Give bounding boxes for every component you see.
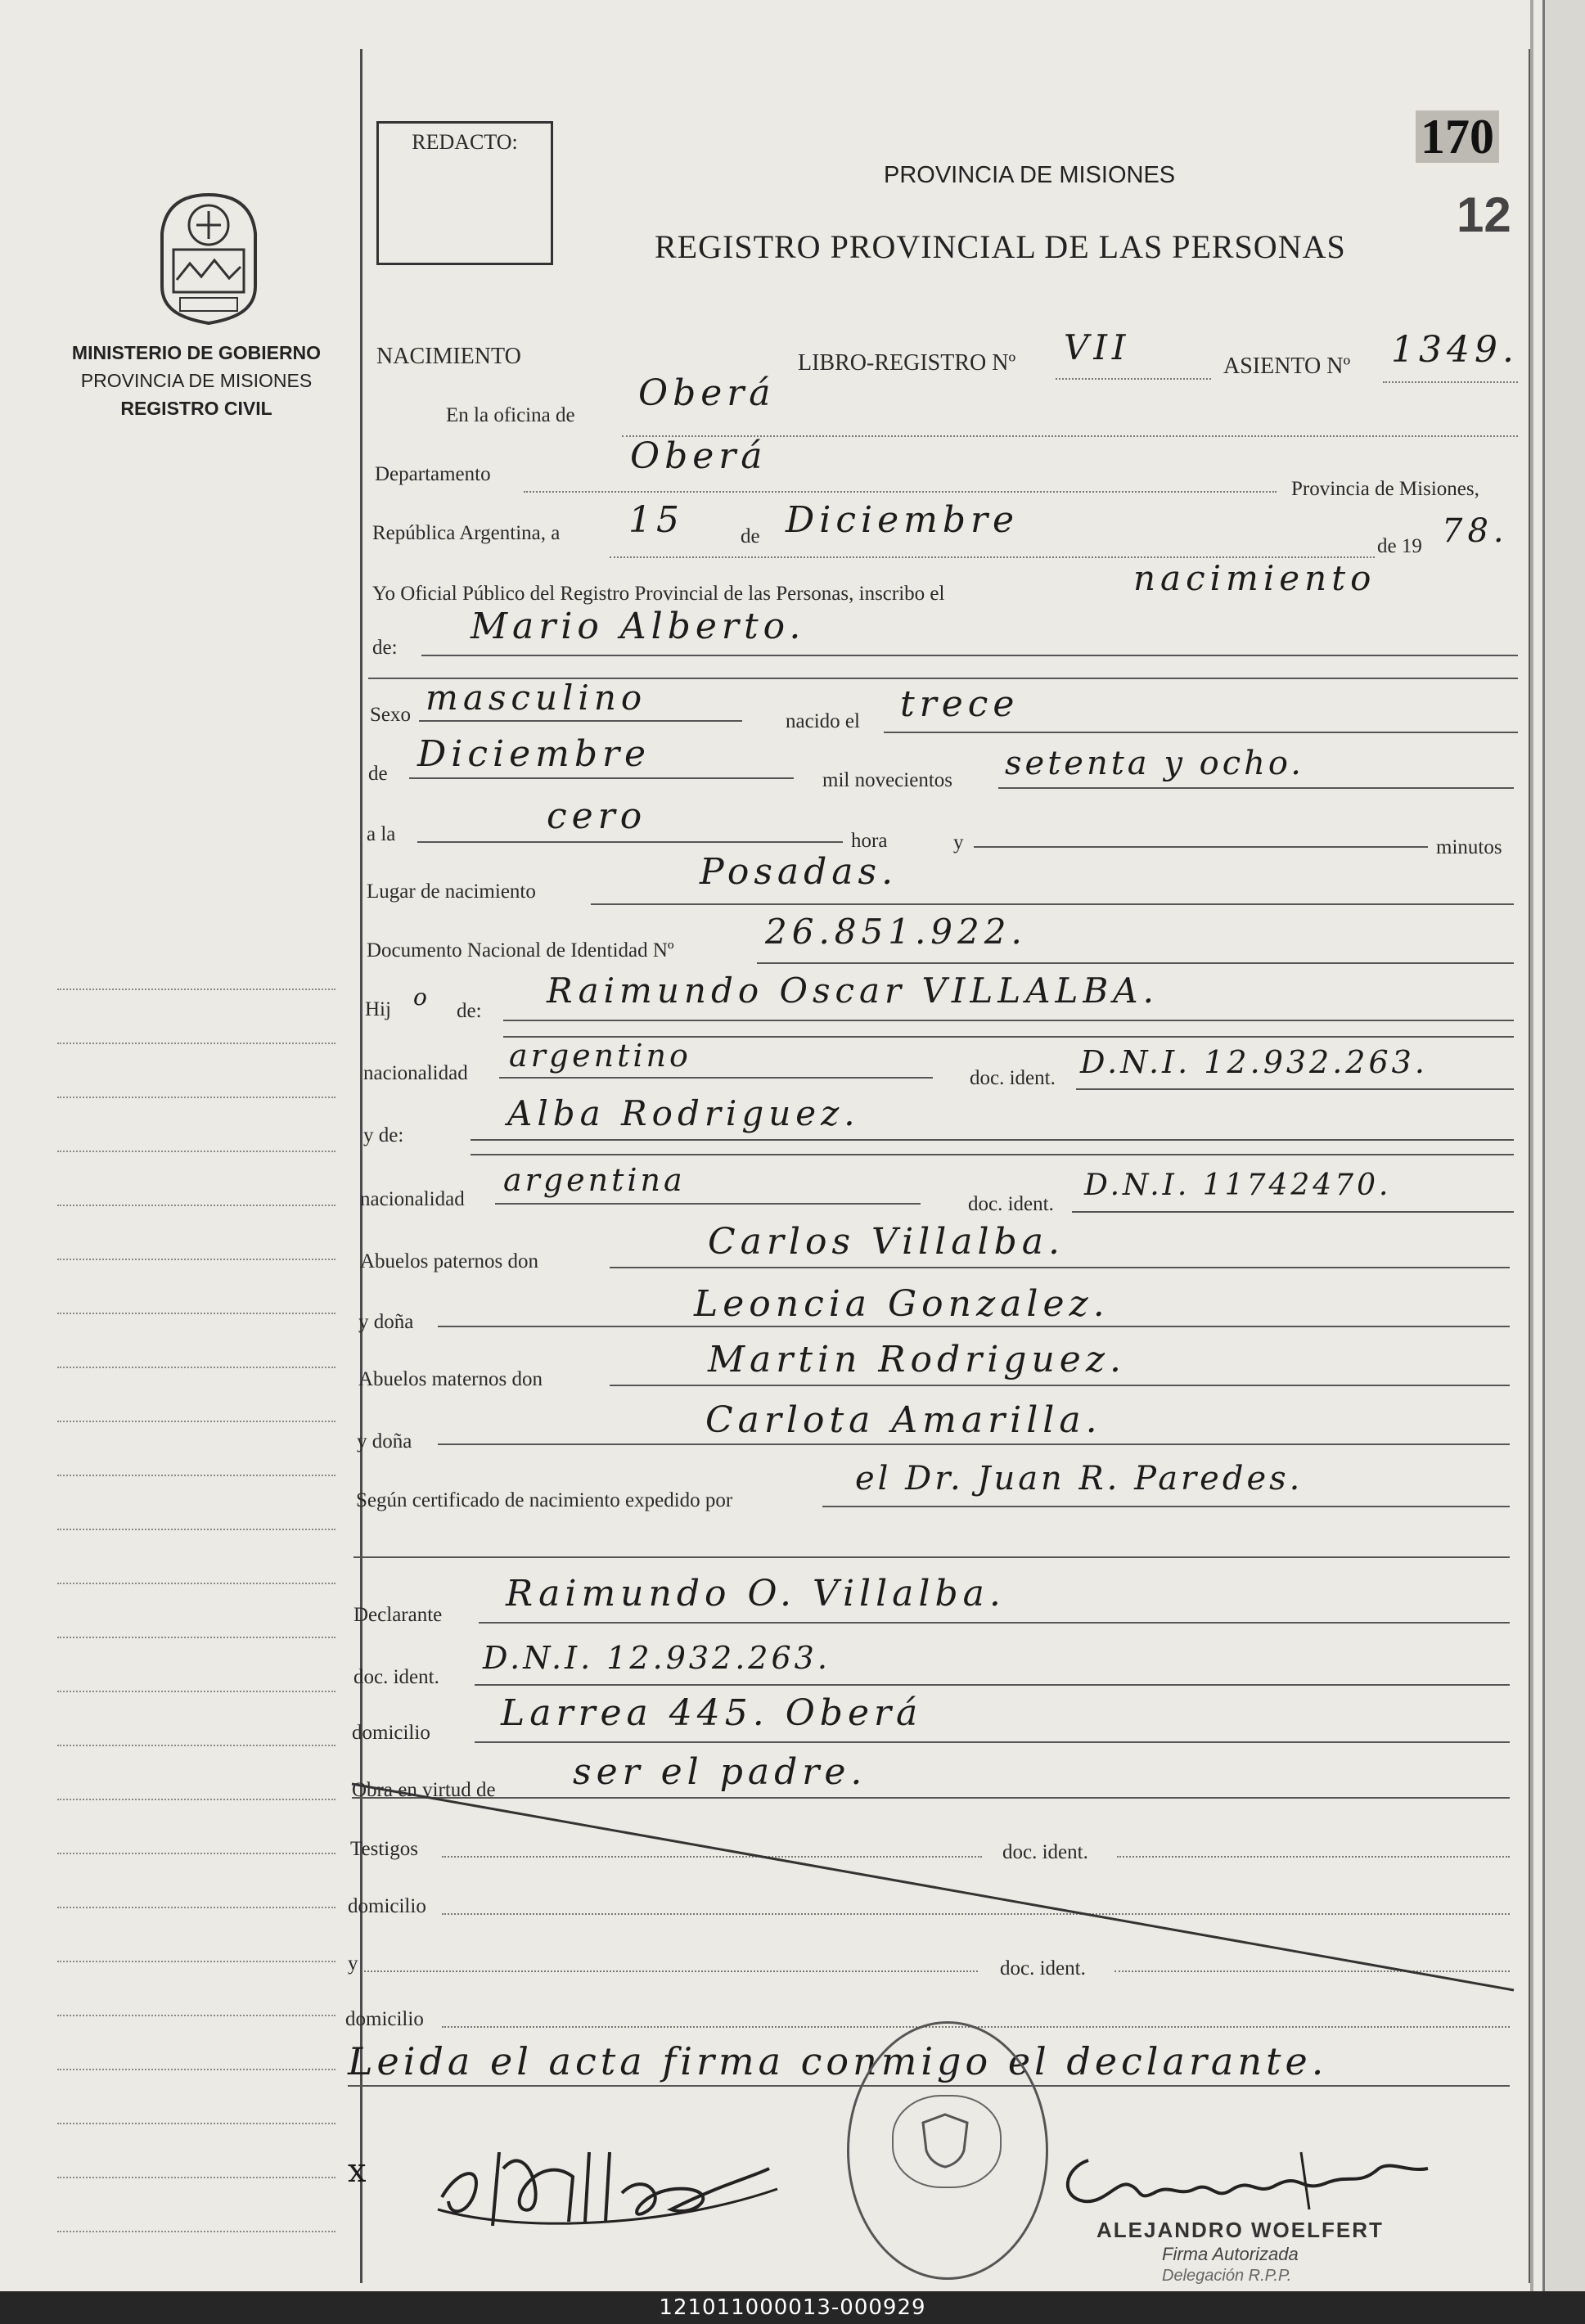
asiento-label: ASIENTO Nº: [1223, 354, 1351, 379]
hijo-suffix: o: [413, 984, 432, 1011]
libro-value: VII: [1064, 327, 1131, 367]
abpat-label: Abuelos paternos don: [360, 1250, 539, 1272]
margin-ruled-line: [57, 1745, 335, 1746]
docid5-label: doc. ident.: [1000, 1957, 1086, 1979]
province-header: PROVINCIA DE MISIONES: [884, 162, 1176, 188]
page-edge: [1542, 0, 1585, 2291]
civil-registry-label: REGISTRO CIVIL: [120, 398, 272, 419]
departamento-label: Departamento: [375, 463, 491, 485]
province-seal-icon: [147, 188, 270, 327]
official-office: Delegación R.P.P.: [1162, 2267, 1292, 2285]
margin-ruled-line: [57, 1853, 335, 1854]
docid3-label: doc. ident.: [353, 1666, 439, 1688]
oficial-label: Yo Oficial Público del Registro Provincial de las Personas, inscribo el: [372, 583, 945, 605]
margin-ruled-line: [57, 1529, 335, 1530]
birthplace-value: Posadas.: [700, 851, 898, 893]
ydona2-label: y doña: [357, 1430, 412, 1452]
mother-doc-value: D.N.I. 11742470.: [1084, 1169, 1392, 1202]
ala-label: a la: [367, 823, 396, 845]
obra-label: Obra en virtud de: [352, 1779, 496, 1801]
sexo-label: Sexo: [370, 704, 411, 726]
redacto-label: REDACTO:: [412, 130, 518, 154]
child-name-value: Mario Alberto.: [471, 606, 806, 647]
oficina-label: En la oficina de: [446, 404, 575, 426]
cert-label: Según certificado de nacimiento expedido por: [356, 1489, 733, 1511]
margin-ruled-line: [57, 2177, 335, 2178]
de2-label: de: [368, 763, 388, 785]
y-label: y: [953, 831, 964, 853]
father-name-value: Raimundo Oscar VILLALBA.: [547, 971, 1159, 1011]
de19-label: de 19: [1377, 535, 1422, 557]
testigos-label: Testigos: [350, 1838, 418, 1860]
margin-ruled-line: [57, 2069, 335, 2070]
domicilio3-label: domicilio: [345, 2008, 424, 2030]
act-value: nacimiento: [1133, 558, 1376, 598]
nac2-label: nacionalidad: [360, 1188, 465, 1210]
registry-title: REGISTRO PROVINCIAL DE LAS PERSONAS: [655, 228, 1346, 265]
de-label: de: [741, 525, 760, 547]
record-type-label: NACIMIENTO: [376, 344, 521, 369]
abmat-label: Abuelos maternos don: [358, 1368, 543, 1390]
month-value: Diciembre: [786, 499, 1020, 541]
provincia-label: Provincia de Misiones,: [1291, 478, 1479, 500]
margin-ruled-line: [57, 1259, 335, 1260]
nac1-label: nacionalidad: [363, 1062, 468, 1084]
hijo-de-label: de:: [457, 1000, 482, 1022]
ydona1-label: y doña: [358, 1311, 414, 1333]
stamp-number: 170: [1416, 110, 1499, 163]
father-nationality-value: argentino: [509, 1038, 691, 1074]
maternal-grandfather-value: Martin Rodriguez.: [708, 1339, 1126, 1380]
mil-label: mil novecientos: [822, 769, 952, 791]
lugar-label: Lugar de nacimiento: [367, 881, 536, 903]
margin-ruled-line: [57, 2123, 335, 2124]
yde-label: y de:: [363, 1124, 404, 1146]
declarant-doc-value: D.N.I. 12.932.263.: [483, 1640, 831, 1676]
stamp-shield-icon: [916, 2111, 974, 2169]
redacto-box: [376, 121, 553, 265]
hora-label: hora: [851, 830, 888, 852]
right-rule: [1529, 49, 1530, 2283]
margin-ruled-line: [57, 1151, 335, 1152]
document-id-bar: 121011000013-000929: [0, 2291, 1585, 2324]
margin-ruled-line: [57, 1043, 335, 1044]
official-signature: [1056, 2136, 1440, 2226]
margin-ruled-line: [57, 1637, 335, 1638]
address-value: Larrea 445. Oberá: [501, 1692, 923, 1734]
hijo-label: Hij: [365, 998, 391, 1020]
margin-ruled-line: [57, 1313, 335, 1314]
de-name-label: de:: [372, 637, 398, 659]
birth-month-value: Diciembre: [417, 733, 651, 775]
province-label: PROVINCIA DE MISIONES: [80, 370, 313, 391]
margin-ruled-line: [57, 1583, 335, 1584]
x-mark: x: [348, 2152, 371, 2190]
margin-ruled-line: [57, 2231, 335, 2232]
docid4-label: doc. ident.: [1002, 1841, 1088, 1863]
mother-nationality-value: argentina: [503, 1162, 686, 1198]
margin-ruled-line: [57, 1421, 335, 1422]
closing-statement: Leida el acta firma conmigo el declarante.: [348, 2039, 1328, 2083]
nacido-label: nacido el: [786, 710, 860, 732]
margin-ruled-line: [57, 1799, 335, 1800]
sexo-value: masculino: [426, 678, 647, 718]
declarant-signature: [426, 2119, 786, 2242]
mother-name-value: Alba Rodriguez.: [507, 1093, 860, 1133]
libro-label: LIBRO-REGISTRO Nº: [798, 350, 1016, 376]
oficina-value: Oberá: [638, 372, 776, 414]
domicilio2-label: domicilio: [348, 1895, 426, 1917]
birth-year-value: setenta y ocho.: [1005, 745, 1304, 782]
official-role: Firma Autorizada: [1162, 2244, 1299, 2264]
republica-label: República Argentina, a: [372, 522, 561, 544]
year-value: 78.: [1442, 512, 1509, 550]
margin-ruled-line: [57, 1691, 335, 1692]
hour-value: cero: [547, 795, 647, 837]
margin-ruled-line: [57, 1907, 335, 1908]
docid1-label: doc. ident.: [970, 1067, 1056, 1089]
maternal-grandmother-value: Carlota Amarilla.: [705, 1399, 1102, 1441]
margin-ruled-line: [57, 1097, 335, 1098]
docid2-label: doc. ident.: [968, 1193, 1054, 1215]
cancel-diagonal-line: [344, 1776, 1522, 1997]
asiento-value: 1349.: [1391, 329, 1519, 371]
father-doc-value: D.N.I. 12.932.263.: [1080, 1044, 1428, 1080]
folio-number: 12: [1457, 187, 1511, 242]
paternal-grandmother-value: Leoncia Gonzalez.: [694, 1283, 1110, 1325]
certificate-value: el Dr. Juan R. Paredes.: [855, 1460, 1304, 1498]
page-edge-line: [1530, 0, 1533, 2291]
declarant-value: Raimundo O. Villalba.: [506, 1573, 1006, 1615]
departamento-value: Oberá: [630, 435, 768, 477]
official-name: ALEJANDRO WOELFERT: [1096, 2218, 1384, 2242]
margin-ruled-line: [57, 1961, 335, 1962]
dni-value: 26.851.922.: [765, 912, 1027, 952]
declarante-label: Declarante: [353, 1604, 443, 1626]
y2-label: y: [348, 1952, 358, 1975]
margin-ruled-line: [57, 989, 335, 990]
margin-ruled-line: [57, 1205, 335, 1206]
margin-ruled-line: [57, 1475, 335, 1476]
day-value: 15: [628, 499, 684, 541]
margin-ruled-line: [57, 1367, 335, 1368]
ministry-label: MINISTERIO DE GOBIERNO: [71, 342, 322, 363]
birth-day-value: trece: [900, 683, 1020, 725]
dni-label: Documento Nacional de Identidad Nº: [367, 939, 674, 962]
domicilio-label: domicilio: [352, 1722, 430, 1744]
margin-ruled-line: [57, 2015, 335, 2016]
obra-value: ser el padre.: [573, 1751, 867, 1793]
minutos-label: minutos: [1436, 836, 1502, 858]
paternal-grandfather-value: Carlos Villalba.: [708, 1221, 1065, 1263]
